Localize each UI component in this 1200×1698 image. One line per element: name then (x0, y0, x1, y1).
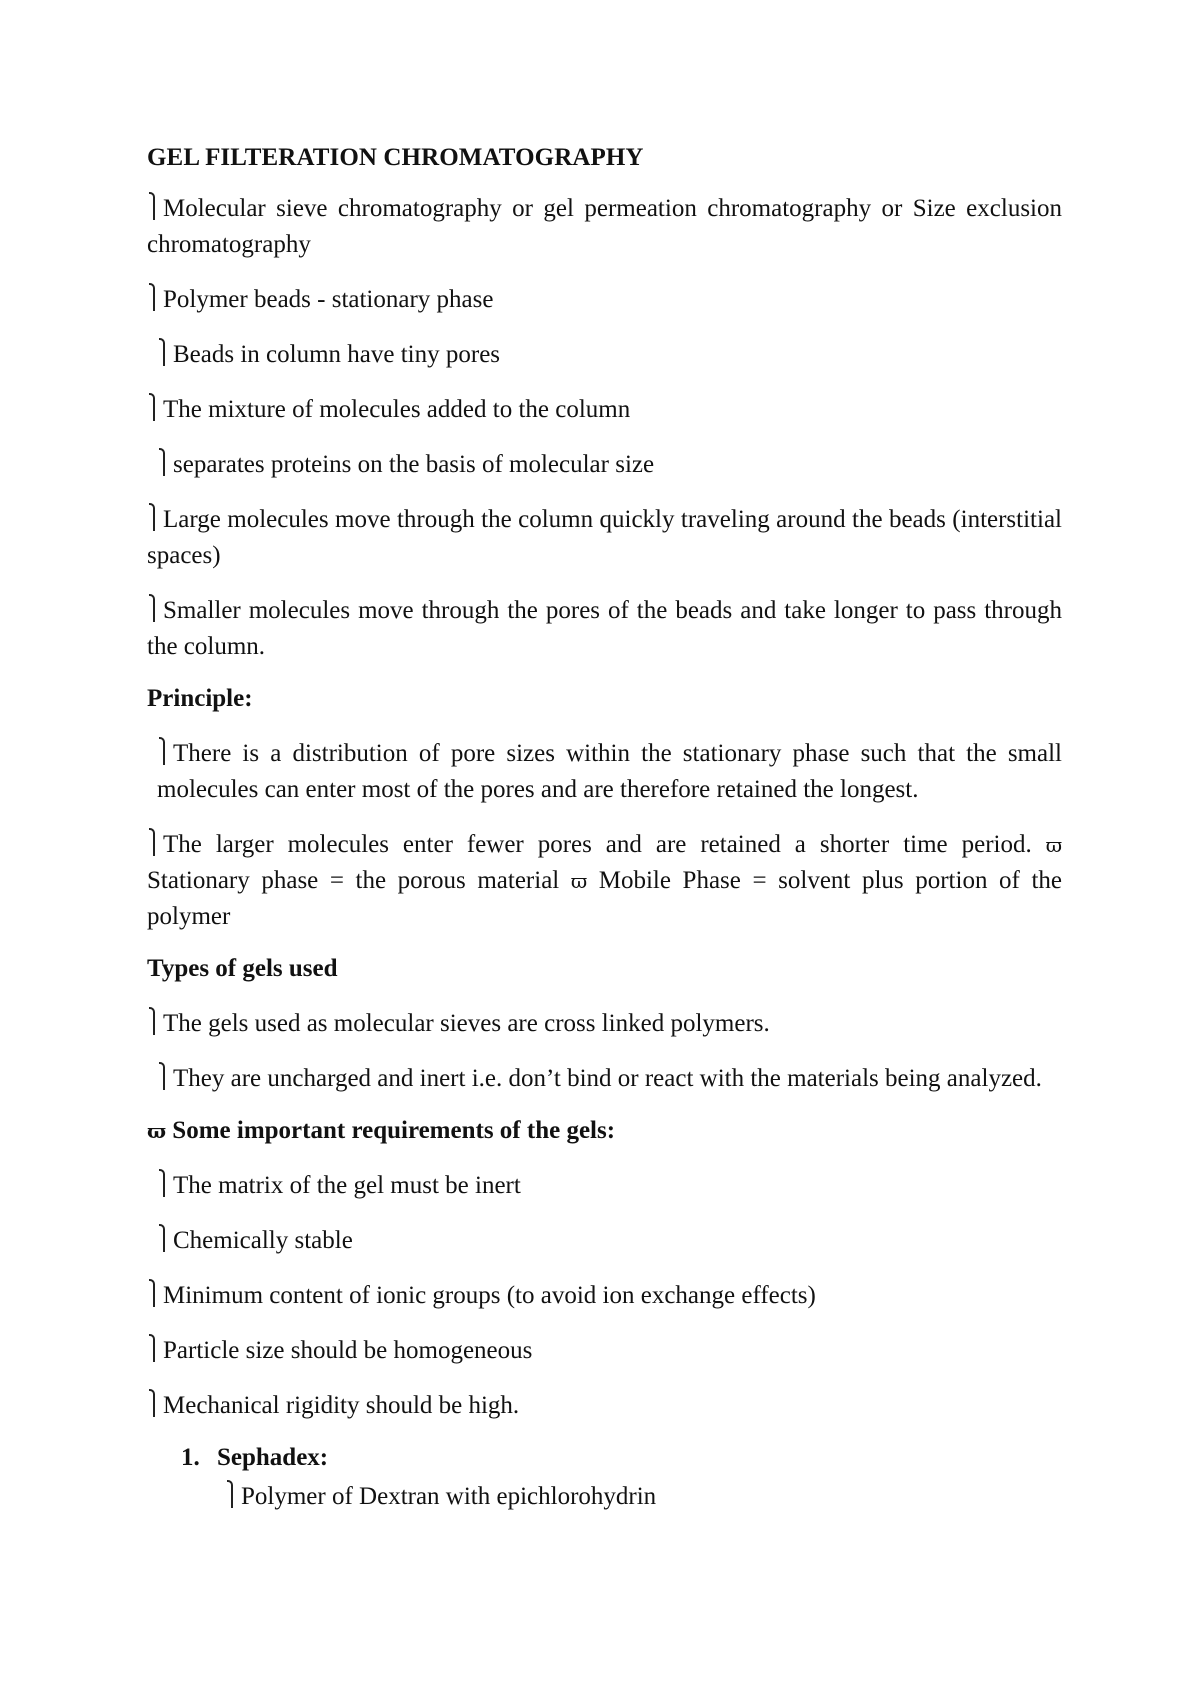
list-item (147, 188, 1062, 263)
list-item-text: There is a distribution of pore sizes within the stationary phase such that the small molecules can enter most of the pores and are therefore retained the longest. (157, 740, 1062, 803)
list-item-text: Polymer of Dextran with epichlorohydrin (241, 1483, 657, 1510)
principle-heading: Principle: (147, 685, 253, 712)
list-item (225, 1476, 1062, 1515)
list-item (147, 334, 1062, 373)
list-item-text: Minimum content of ionic groups (to avoid ion exchange effects) (163, 1282, 816, 1309)
list-item-text: The larger molecules enter fewer pores and are retained a shorter time period. (163, 831, 1032, 858)
list-item (147, 1330, 1062, 1369)
list-item (147, 279, 1062, 318)
list-item-text: separates proteins on the basis of molecular size (173, 451, 655, 478)
list-item-text: They are uncharged and inert i.e. don’t bind or react with the materials being analyzed. (173, 1065, 1042, 1092)
numbered-heading-sephadex (181, 1440, 1062, 1476)
list-item-text: Beads in column have tiny pores (173, 341, 501, 368)
list-item (147, 1003, 1062, 1042)
varpi-bullet-icon: ϖ (147, 1119, 167, 1143)
bracket-bullet-icon (149, 192, 155, 220)
list-item-text: The matrix of the gel must be inert (173, 1172, 521, 1199)
list-item-text: Particle size should be homogeneous (163, 1337, 533, 1364)
bracket-bullet-icon (159, 338, 165, 366)
varpi-bullet-icon: ϖ (1045, 833, 1063, 857)
bracket-bullet-icon (149, 1334, 155, 1362)
bracket-bullet-icon (159, 1169, 165, 1197)
mobile-phase-text: Mobile Phase = solvent plus portion of the polymer (147, 867, 1062, 930)
bracket-bullet-icon (149, 1279, 155, 1307)
list-item-text: Molecular sieve chromatography or gel permeation chromatography or Size exclusion chromatography (147, 195, 1062, 258)
list-item-text: The mixture of molecules added to the column (163, 396, 631, 423)
bracket-bullet-icon (149, 828, 155, 856)
list-item (147, 444, 1062, 483)
requirements-heading-text: Some important requirements of the gels: (172, 1117, 616, 1144)
bracket-bullet-icon (227, 1480, 233, 1508)
list-item (147, 1385, 1062, 1424)
document-page (147, 140, 1062, 1515)
requirements-heading (147, 1113, 1062, 1149)
stationary-phase-text: Stationary phase = the porous material (147, 867, 560, 894)
sephadex-heading: Sephadex: (217, 1444, 329, 1471)
bracket-bullet-icon (149, 1389, 155, 1417)
bracket-bullet-icon (159, 1224, 165, 1252)
list-item (147, 824, 1062, 935)
list-item (147, 389, 1062, 428)
bracket-bullet-icon (149, 393, 155, 421)
list-item (147, 590, 1062, 665)
bracket-bullet-icon (159, 737, 165, 765)
list-number: 1. (181, 1444, 200, 1471)
bracket-bullet-icon (149, 503, 155, 531)
varpi-bullet-icon: ϖ (570, 869, 588, 893)
list-item-text: Polymer beads - stationary phase (163, 286, 494, 313)
list-item-text: Large molecules move through the column quickly traveling around the beads (interstitial spaces) (147, 506, 1062, 569)
bracket-bullet-icon (149, 594, 155, 622)
bracket-bullet-icon (159, 1062, 165, 1090)
bracket-bullet-icon (159, 448, 165, 476)
list-item (147, 1275, 1062, 1314)
list-item (147, 733, 1062, 808)
list-item-text: The gels used as molecular sieves are cross linked polymers. (163, 1010, 770, 1037)
list-item (147, 1058, 1062, 1097)
list-item-text: Smaller molecules move through the pores of the beads and take longer to pass through the column. (147, 597, 1062, 660)
bracket-bullet-icon (149, 283, 155, 311)
list-item (147, 1220, 1062, 1259)
document-title: GEL FILTERATION CHROMATOGRAPHY (147, 144, 644, 171)
list-item-text: Mechanical rigidity should be high. (163, 1392, 520, 1419)
list-item (147, 499, 1062, 574)
bracket-bullet-icon (149, 1007, 155, 1035)
list-item-text: Chemically stable (173, 1227, 353, 1254)
types-heading: Types of gels used (147, 955, 338, 982)
list-item (147, 1165, 1062, 1204)
